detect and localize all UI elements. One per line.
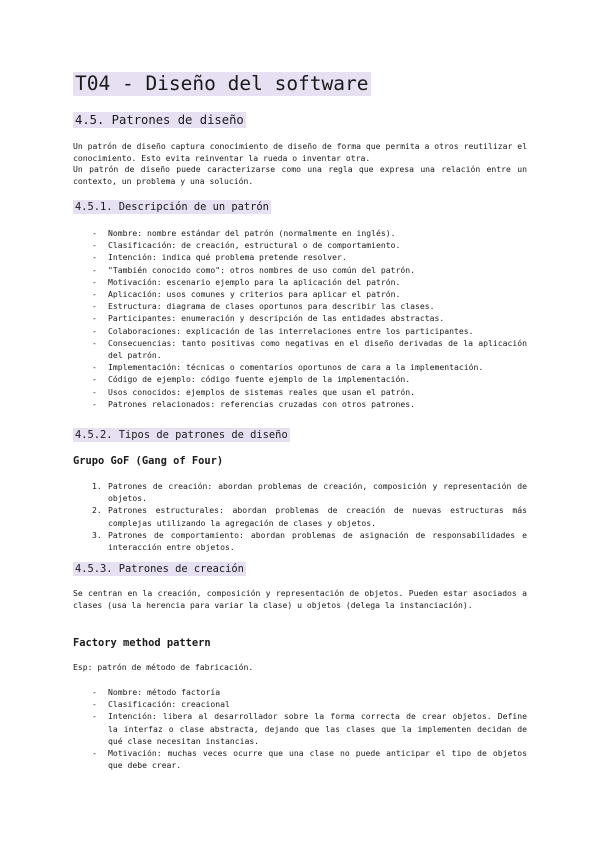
section-heading-4-5-2: 4.5.2. Tipos de patrones de diseño (75, 429, 288, 441)
list-item: - Usos conocidos: ejemplos de sistemas reales que usan el patrón. (92, 386, 527, 398)
item-number: 1. (92, 481, 102, 491)
paragraph-factory-translation: Esp: patrón de método de fabricación. (73, 662, 254, 672)
list-item: - Nombre: nombre estándar del patrón (normalmente en inglés). (92, 227, 527, 239)
paragraph-creation-patterns: Se centran en la creación, composición y representación de objetos. Pueden estar asociados a clases (usa la herencia para variar la clase) u objetos (delega la instanciación). (73, 588, 527, 610)
item-text: Patrones de comportamiento: abordan problemas de asignación de responsabilidades e interacción entre objetos. (108, 529, 527, 553)
list-item: - Clasificación: de creación, estructural o de comportamiento. (92, 239, 527, 251)
list-item: - Intención: libera al desarrollador sobre la forma correcta de crear objetos. Define la interfaz o clase abstracta, dejando que las clases que la implementen decidan de qué clase necesitan instancias. (92, 710, 527, 747)
list-item (92, 529, 527, 553)
paragraph-characterization: Un patrón de diseño puede caracterizarse como una regla que expresa una relación entre un contexto, un problema y una solución. (73, 164, 527, 186)
pattern-types-list (92, 480, 527, 553)
list-item: - Consecuencias: tanto positivas como negativas en el diseño derivadas de la aplicación del patrón. (92, 337, 527, 361)
section-heading-4-5: 4.5. Patrones de diseño (75, 113, 244, 127)
list-item: - Motivación: escenario ejemplo para la aplicación del patrón. (92, 276, 527, 288)
list-item: - Aplicación: usos comunes y criterios para aplicar el patrón. (92, 288, 527, 300)
list-item: - Código de ejemplo: código fuente ejemplo de la implementación. (92, 373, 527, 385)
group-title-gof: Grupo GoF (Gang of Four) (73, 455, 224, 467)
document-title: T04 - Diseño del software (75, 72, 369, 95)
item-text: Patrones estructurales: abordan problemas de creación de nuevas estructuras más complejas utilizando la agregación de clases y objetos. (108, 505, 527, 528)
item-number: 3. (92, 529, 102, 540)
section-heading-4-5-1: 4.5.1. Descripción de un patrón (75, 201, 269, 213)
factory-method-list (92, 686, 527, 771)
list-item: - Implementación: técnicas o comentarios oportunos de cara a la implementación. (92, 361, 527, 373)
item-number: 2. (92, 505, 102, 516)
list-item: - Intención: indica qué problema pretende resolver. (92, 251, 527, 263)
list-item: - Colaboraciones: explicación de las interrelaciones entre los participantes. (92, 325, 527, 337)
list-item: - "También conocido como": otros nombres de uso común del patrón. (92, 264, 527, 276)
list-item: - Estructura: diagrama de clases oportunos para describir las clases. (92, 300, 527, 312)
pattern-description-list (92, 227, 527, 410)
paragraph-definition: Un patrón de diseño captura conocimiento de diseño de forma que permita a otros reutilizar el conocimiento. Esto evita reinventar la rueda o inventar otra. (73, 141, 527, 163)
list-item: - Clasificación: creacional (92, 698, 527, 710)
list-item (92, 504, 527, 528)
list-item: - Patrones relacionados: referencias cruzadas con otros patrones. (92, 398, 527, 410)
factory-method-title: Factory method pattern (73, 637, 211, 649)
list-item: - Motivación: muchas veces ocurre que una clase no puede anticipar el tipo de objetos que debe crear. (92, 747, 527, 771)
list-item: - Participantes: enumeración y descripción de las entidades abstractas. (92, 312, 527, 324)
section-heading-4-5-3: 4.5.3. Patrones de creación (75, 563, 244, 575)
list-item: - Nombre: método factoría (92, 686, 527, 698)
list-item (92, 480, 527, 504)
item-text: Patrones de creación: abordan problemas de creación, composición y representación de objetos. (108, 481, 527, 504)
